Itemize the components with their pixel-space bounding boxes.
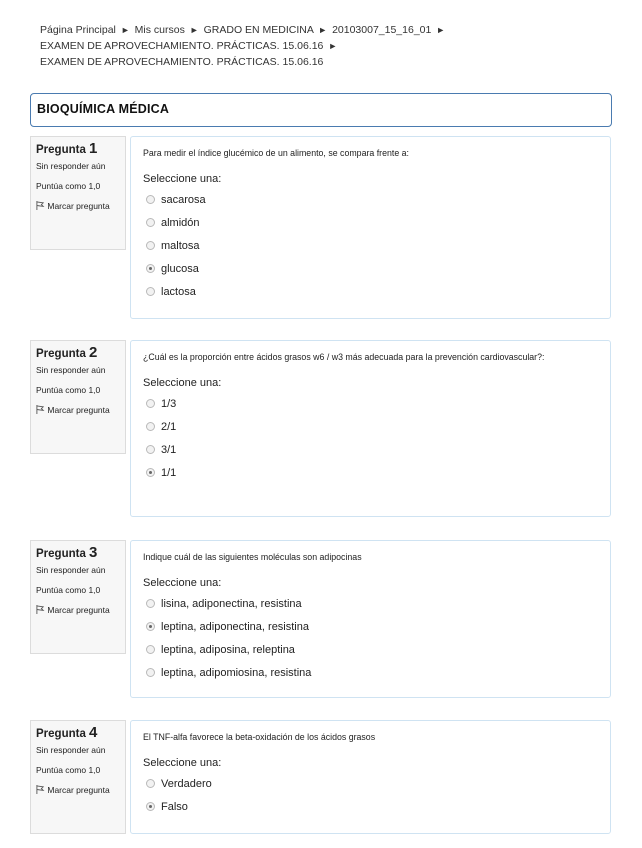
question-text: El TNF-alfa favorece la beta-oxidación de los ácidos grasos	[143, 732, 376, 742]
answer-prompt: Seleccione una:	[143, 757, 222, 769]
question-score: Puntúa como 1,0	[36, 181, 101, 191]
radio-button[interactable]	[146, 241, 155, 250]
course-title: BIOQUÍMICA MÉDICA	[37, 102, 170, 116]
question-info-3	[30, 540, 126, 654]
question-score: Puntúa como 1,0	[36, 585, 101, 595]
question-text: ¿Cuál es la proporción entre ácidos grasos w6 / w3 más adecuada para la prevención cardiovascular?:	[143, 352, 545, 362]
answer-option[interactable]: 2/1	[143, 416, 598, 439]
flag-icon	[36, 201, 45, 210]
breadcrumb-exam[interactable]: EXAMEN DE APROVECHAMIENTO. PRÁCTICAS. 15.06.16	[40, 40, 324, 52]
flag-question-button[interactable]: Marcar pregunta	[36, 200, 120, 212]
flag-icon	[36, 785, 45, 794]
question-box-4	[130, 720, 611, 834]
radio-button-selected[interactable]	[146, 264, 155, 273]
answer-option[interactable]: leptina, adipomiosina, resistina	[143, 662, 598, 685]
course-title-banner	[30, 93, 612, 127]
radio-button[interactable]	[146, 195, 155, 204]
question-text: Para medir el índice glucémico de un alimento, se compara frente a:	[143, 148, 409, 158]
radio-button[interactable]	[146, 287, 155, 296]
radio-button[interactable]	[146, 399, 155, 408]
answer-prompt: Seleccione una:	[143, 173, 222, 185]
flag-question-button[interactable]: Marcar pregunta	[36, 784, 120, 796]
breadcrumb-separator-icon: ►	[189, 25, 199, 35]
answer-option[interactable]: almidón	[143, 212, 598, 235]
answer-option[interactable]: lactosa	[143, 281, 598, 304]
radio-button[interactable]	[146, 779, 155, 788]
question-number: Pregunta 3	[36, 544, 98, 561]
answer-option[interactable]: glucosa	[143, 258, 598, 281]
question-info-1	[30, 136, 126, 250]
question-status: Sin responder aún	[36, 565, 106, 575]
question-box-1	[130, 136, 611, 319]
breadcrumb-degree[interactable]: GRADO EN MEDICINA	[203, 24, 314, 36]
question-number: Pregunta 1	[36, 140, 98, 157]
answer-option[interactable]: leptina, adiposina, releptina	[143, 639, 598, 662]
answer-option[interactable]: leptina, adiponectina, resistina	[143, 616, 598, 639]
question-box-3	[130, 540, 611, 698]
flag-icon	[36, 405, 45, 414]
answer-prompt: Seleccione una:	[143, 377, 222, 389]
answer-option[interactable]: sacarosa	[143, 189, 598, 212]
answer-option[interactable]: maltosa	[143, 235, 598, 258]
radio-button-selected[interactable]	[146, 622, 155, 631]
question-status: Sin responder aún	[36, 745, 106, 755]
breadcrumb-separator-icon: ►	[328, 41, 338, 51]
radio-button[interactable]	[146, 599, 155, 608]
answer-option[interactable]: Falso	[143, 796, 598, 819]
question-number: Pregunta 2	[36, 344, 98, 361]
radio-button[interactable]	[146, 645, 155, 654]
answer-option[interactable]: Verdadero	[143, 773, 598, 796]
radio-button-selected[interactable]	[146, 468, 155, 477]
answer-option[interactable]: lisina, adiponectina, resistina	[143, 593, 598, 616]
answer-option[interactable]: 3/1	[143, 439, 598, 462]
breadcrumb-home[interactable]: Página Principal	[40, 24, 116, 36]
question-number: Pregunta 4	[36, 724, 98, 741]
question-score: Puntúa como 1,0	[36, 385, 101, 395]
radio-button-selected[interactable]	[146, 802, 155, 811]
question-status: Sin responder aún	[36, 161, 106, 171]
question-score: Puntúa como 1,0	[36, 765, 101, 775]
breadcrumb-separator-icon: ►	[318, 25, 328, 35]
answer-prompt: Seleccione una:	[143, 577, 222, 589]
breadcrumb-course-code[interactable]: 20103007_15_16_01	[332, 24, 432, 36]
flag-icon	[36, 605, 45, 614]
question-status: Sin responder aún	[36, 365, 106, 375]
radio-button[interactable]	[146, 218, 155, 227]
question-info-4	[30, 720, 126, 834]
question-text: Indique cuál de las siguientes moléculas son adipocinas	[143, 552, 362, 562]
breadcrumb-my-courses[interactable]: Mis cursos	[134, 24, 185, 36]
question-box-2	[130, 340, 611, 517]
breadcrumb	[40, 22, 600, 70]
question-info-2	[30, 340, 126, 454]
breadcrumb-separator-icon: ►	[436, 25, 446, 35]
flag-question-button[interactable]: Marcar pregunta	[36, 604, 120, 616]
flag-question-button[interactable]: Marcar pregunta	[36, 404, 120, 416]
radio-button[interactable]	[146, 422, 155, 431]
radio-button[interactable]	[146, 668, 155, 677]
answer-option[interactable]: 1/3	[143, 393, 598, 416]
breadcrumb-separator-icon: ►	[120, 25, 130, 35]
breadcrumb-current-page: EXAMEN DE APROVECHAMIENTO. PRÁCTICAS. 15.06.16	[40, 56, 324, 68]
answer-option[interactable]: 1/1	[143, 462, 598, 485]
radio-button[interactable]	[146, 445, 155, 454]
